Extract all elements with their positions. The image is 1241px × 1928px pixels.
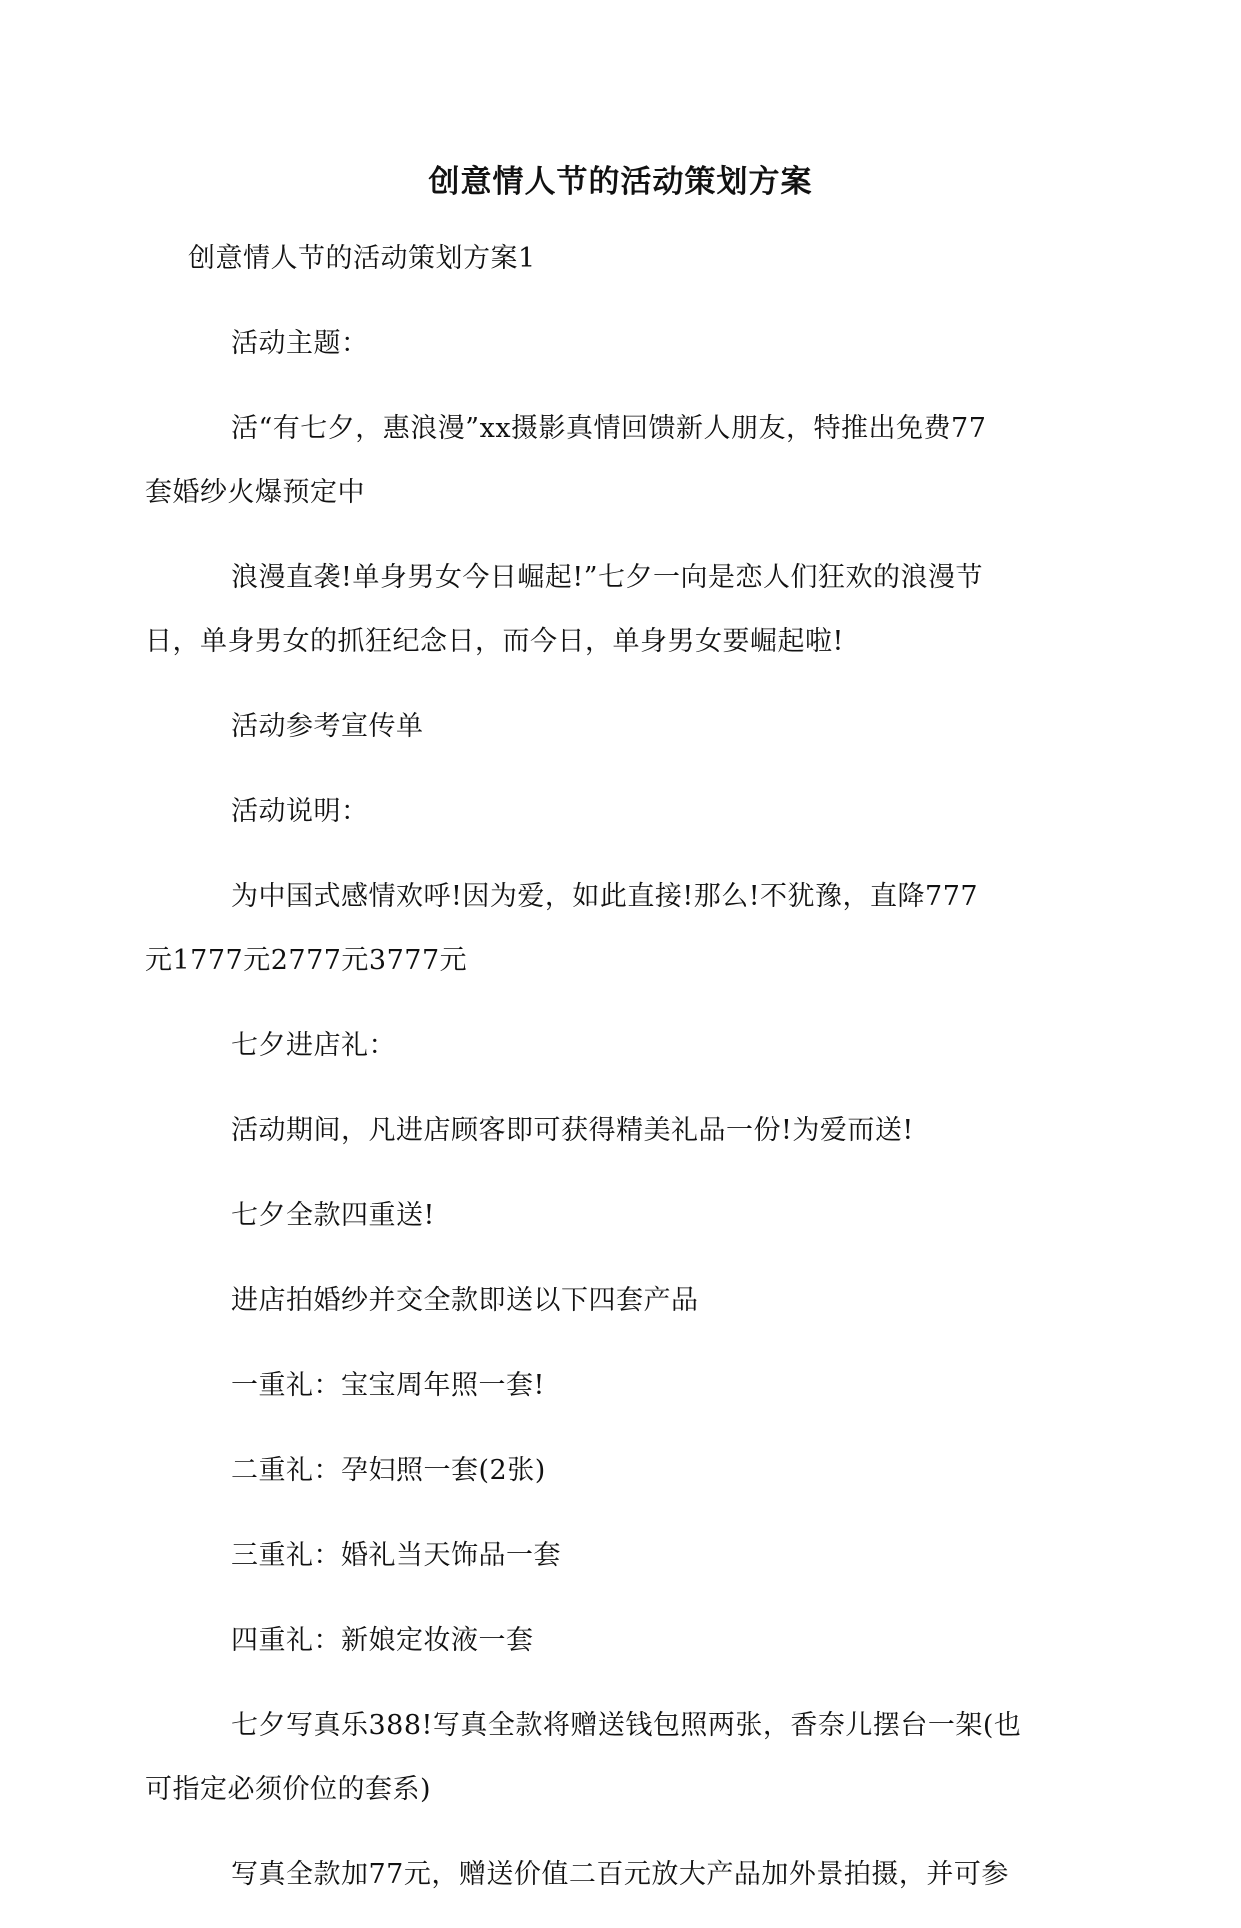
paragraph-line: 二重礼：孕妇照一套(2张) [231, 1455, 546, 1486]
paragraph [188, 1184, 1068, 1248]
document-body [145, 227, 1068, 1928]
paragraph [145, 1694, 1068, 1822]
paragraph [145, 546, 1068, 674]
document-title: 创意情人节的活动策划方案 [428, 164, 813, 200]
paragraph [188, 695, 1068, 759]
paragraph-line: 活动说明： [231, 796, 369, 827]
paragraph-line: 三重礼：婚礼当天饰品一套 [231, 1540, 561, 1571]
paragraph [188, 1269, 1068, 1333]
paragraph [188, 1843, 1068, 1907]
paragraph-line: 可指定必须价位的套系) [145, 1774, 432, 1805]
paragraph-line: 活“有七夕，惠浪漫”xx摄影真情回馈新人朋友，特推出免费77 [231, 413, 987, 444]
paragraph [188, 1354, 1068, 1418]
paragraph-line: 日，单身男女的抓狂纪念日，而今日，单身男女要崛起啦! [145, 626, 844, 657]
paragraph [188, 780, 1068, 844]
paragraph [188, 1609, 1068, 1673]
paragraph [188, 1439, 1068, 1503]
paragraph-line: 七夕全款四重送! [231, 1200, 435, 1231]
paragraph-line: 浪漫直袭!单身男女今日崛起!”七夕一向是恋人们狂欢的浪漫节 [231, 562, 984, 593]
paragraph [188, 312, 1068, 376]
paragraph-line: 一重礼：宝宝周年照一套! [231, 1370, 545, 1401]
paragraph-line: 七夕进店礼： [231, 1030, 396, 1061]
paragraph [145, 397, 1068, 525]
paragraph-line: 七夕写真乐388!写真全款将赠送钱包照两张，香奈儿摆台一架(也 [231, 1710, 1022, 1741]
paragraph [188, 1099, 1068, 1163]
paragraph-line: 元1777元2777元3777元 [145, 945, 468, 976]
paragraph-line: 进店拍婚纱并交全款即送以下四套产品 [231, 1285, 699, 1316]
section-heading-text: 创意情人节的活动策划方案1 [188, 243, 536, 274]
paragraph-line: 活动期间，凡进店顾客即可获得精美礼品一份!为爱而送! [231, 1115, 914, 1146]
section-heading [188, 227, 1068, 291]
paragraph [188, 1014, 1068, 1078]
paragraph-line: 套婚纱火爆预定中 [145, 477, 365, 508]
paragraph-line: 活动参考宣传单 [231, 711, 424, 742]
paragraph-line: 写真全款加77元，赠送价值二百元放大产品加外景拍摄，并可参 [231, 1859, 1009, 1890]
paragraph-line: 为中国式感情欢呼!因为爱，如此直接!那么!不犹豫，直降777 [231, 881, 979, 912]
paragraph-line: 四重礼：新娘定妆液一套 [231, 1625, 534, 1656]
paragraph [145, 865, 1068, 993]
paragraph-line: 活动主题： [231, 328, 369, 359]
paragraph [188, 1524, 1068, 1588]
